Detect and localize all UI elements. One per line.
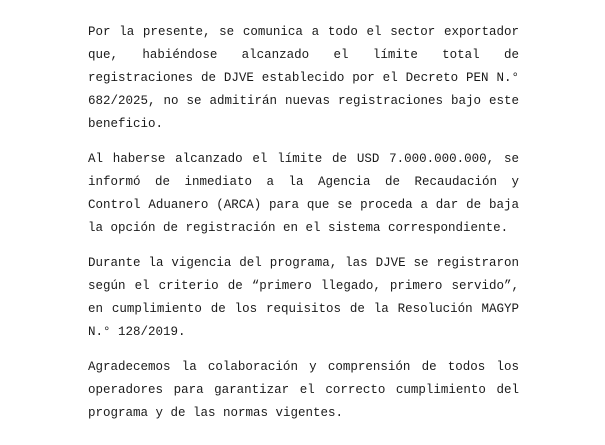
- document-body: [88, 21, 519, 437]
- paragraph-limit-reached: Al haberse alcanzado el límite de USD 7.000.000.000, se informó de inmediato a la Agencia de Recaudación y Control Aduanero (ARCA) para que se proceda a dar de baja la opción de registración en el sistema correspondiente.: [88, 152, 519, 235]
- paragraph-closure-notice: Por la presente, se comunica a todo el sector exportador que, habiéndose alcanzado el límite total de registraciones de DJVE establecido por el Decreto PEN N.° 682/2025, no se admitirán nuevas registraciones bajo este beneficio.: [88, 25, 519, 131]
- paragraph-acknowledgement: Agradecemos la colaboración y comprensión de todos los operadores para garantizar el correcto cumplimiento del programa y de las normas vigentes.: [88, 360, 519, 420]
- paragraph-program-criteria: Durante la vigencia del programa, las DJVE se registraron según el criterio de “primero llegado, primero servido”, en cumplimiento de los requisitos de la Resolución MAGYP N.° 128/2019.: [88, 256, 519, 339]
